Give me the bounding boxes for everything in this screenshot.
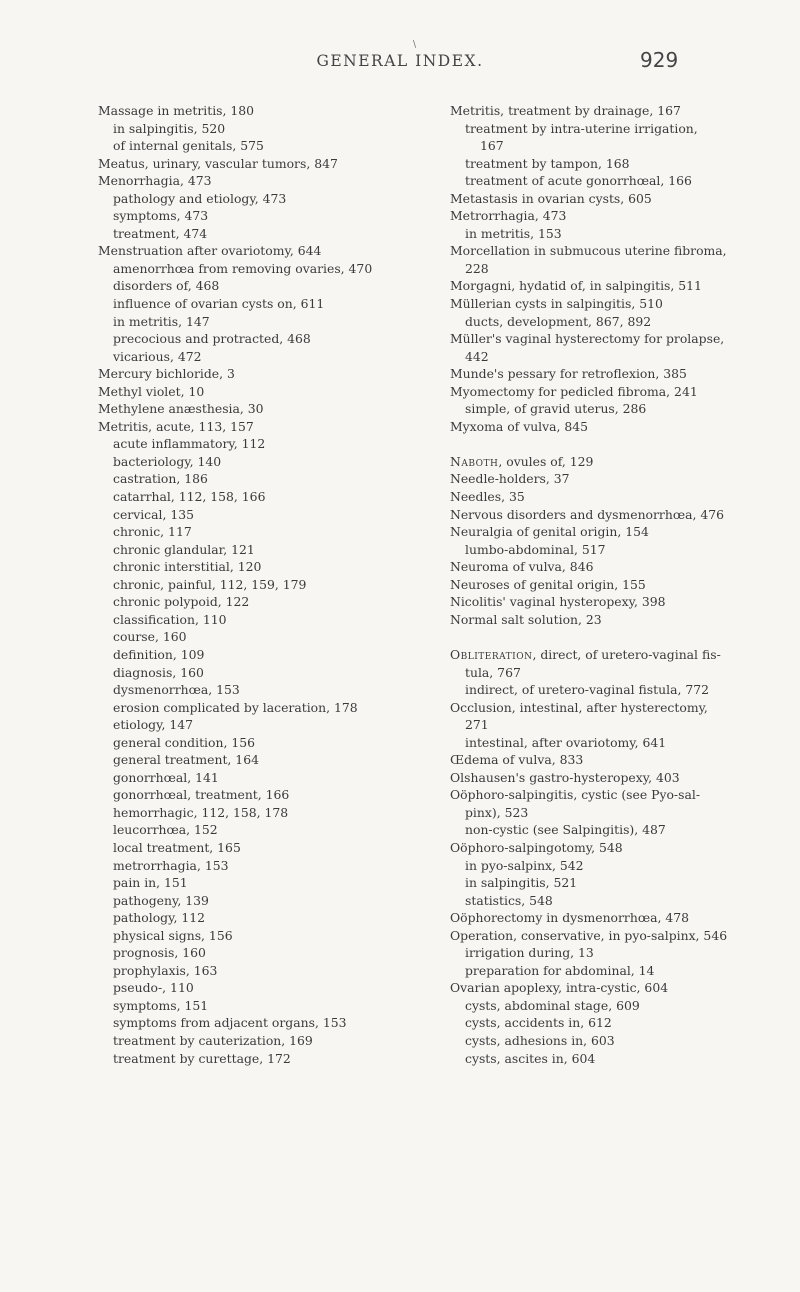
index-subentry: pain in, 151 bbox=[113, 875, 188, 891]
index-subentry: treatment by intra-uterine irrigation, bbox=[465, 120, 698, 136]
index-subentry: local treatment, 165 bbox=[113, 839, 241, 855]
index-subentry: chronic glandular, 121 bbox=[113, 541, 255, 557]
index-entry: Œdema of vulva, 833 bbox=[450, 752, 584, 768]
index-subentry: ducts, development, 867, 892 bbox=[465, 313, 652, 329]
index-subentry: treatment of acute gonorrhœal, 166 bbox=[465, 173, 692, 189]
page-header bbox=[0, 40, 800, 82]
index-entry: Needle-holders, 37 bbox=[450, 471, 570, 487]
index-subentry: gonorrhœal, 141 bbox=[113, 769, 219, 785]
section-gap bbox=[450, 435, 800, 453]
index-entry bbox=[450, 453, 800, 471]
index-subentry: symptoms from adjacent organs, 153 bbox=[113, 1015, 347, 1031]
index-subentry: cysts, accidents in, 612 bbox=[465, 1015, 612, 1031]
index-column-left bbox=[98, 102, 450, 1067]
index-subentry: diagnosis, 160 bbox=[113, 664, 204, 680]
index-entry: Metritis, treatment by drainage, 167 bbox=[450, 103, 681, 118]
entry-keyword: Obliteration bbox=[450, 646, 533, 662]
index-subentry: classification, 110 bbox=[113, 611, 227, 627]
index-entry: Normal salt solution, 23 bbox=[450, 611, 602, 627]
index-entry: Meatus, urinary, vascular tumors, 847 bbox=[98, 155, 338, 171]
index-subentry: 167 bbox=[480, 138, 504, 154]
entry-text: , direct, of uretero-vaginal fis- bbox=[532, 646, 721, 662]
index-subentry: dysmenorrhœa, 153 bbox=[113, 682, 240, 698]
index-entry: Nicolitis' vaginal hysteropexy, 398 bbox=[450, 594, 666, 610]
index-entry: Ovarian apoplexy, intra-cystic, 604 bbox=[450, 980, 669, 996]
index-subentry: 271 bbox=[465, 717, 489, 733]
index-subentry: etiology, 147 bbox=[113, 717, 193, 733]
index-subentry: metrorrhagia, 153 bbox=[113, 857, 229, 873]
index-subentry: in pyo-salpinx, 542 bbox=[465, 857, 584, 873]
index-entry: Morcellation in submucous uterine fibroma, bbox=[450, 243, 727, 259]
index-entry: Müllerian cysts in salpingitis, 510 bbox=[450, 296, 663, 312]
index-subentry: prophylaxis, 163 bbox=[113, 962, 218, 978]
index-subentry: chronic, 117 bbox=[113, 524, 192, 540]
index-subentry: statistics, 548 bbox=[465, 892, 553, 908]
index-subentry: intestinal, after ovariotomy, 641 bbox=[465, 734, 667, 750]
index-subentry: precocious and protracted, 468 bbox=[113, 331, 311, 347]
index-subentry: gonorrhœal, treatment, 166 bbox=[113, 787, 290, 803]
index-entry: Neuralgia of genital origin, 154 bbox=[450, 524, 649, 540]
index-subentry: irrigation during, 13 bbox=[465, 945, 594, 961]
index-subentry: castration, 186 bbox=[113, 471, 208, 487]
index-subentry: tula, 767 bbox=[465, 664, 521, 680]
index-subentry: in metritis, 153 bbox=[465, 225, 562, 241]
index-subentry: influence of ovarian cysts on, 611 bbox=[113, 296, 325, 312]
index-subentry: leucorrhœa, 152 bbox=[113, 822, 218, 838]
index-subentry: in salpingitis, 520 bbox=[113, 120, 226, 136]
index-subentry: vicarious, 472 bbox=[113, 348, 202, 364]
index-subentry: 442 bbox=[465, 348, 489, 364]
index-subentry: treatment by cauterization, 169 bbox=[113, 1032, 313, 1048]
index-subentry: 228 bbox=[465, 260, 489, 276]
index-subentry: non-cystic (see Salpingitis), 487 bbox=[465, 822, 666, 838]
index-entry: Metastasis in ovarian cysts, 605 bbox=[450, 190, 652, 206]
index-entry: Nervous disorders and dysmenorrhœa, 476 bbox=[450, 506, 724, 522]
index-entry: Neuroma of vulva, 846 bbox=[450, 559, 594, 575]
index-entry: Occlusion, intestinal, after hysterectomy, bbox=[450, 699, 708, 715]
index-subentry: cysts, abdominal stage, 609 bbox=[465, 997, 640, 1013]
entry-text: , ovules of, 129 bbox=[498, 453, 594, 469]
index-subentry: symptoms, 473 bbox=[113, 208, 209, 224]
index-subentry: treatment, 474 bbox=[113, 225, 208, 241]
index-subentry: symptoms, 151 bbox=[113, 997, 209, 1013]
index-subentry: pseudo-, 110 bbox=[113, 980, 194, 996]
index-subentry: cysts, ascites in, 604 bbox=[465, 1050, 596, 1066]
index-subentry: pinx), 523 bbox=[465, 804, 529, 820]
page-number: 929 bbox=[640, 48, 679, 72]
index-entry bbox=[450, 646, 800, 664]
index-entry: Müller's vaginal hysterectomy for prolapse, bbox=[450, 331, 725, 347]
index-subentry: of internal genitals, 575 bbox=[113, 138, 264, 154]
index-entry: Menorrhagia, 473 bbox=[98, 173, 212, 189]
index-entry: Metritis, acute, 113, 157 bbox=[98, 418, 254, 434]
index-subentry: in salpingitis, 521 bbox=[465, 875, 578, 891]
index-subentry: cervical, 135 bbox=[113, 506, 194, 522]
index-entry: Morgagni, hydatid of, in salpingitis, 511 bbox=[450, 278, 702, 294]
index-entry: Munde's pessary for retroflexion, 385 bbox=[450, 366, 687, 382]
index-entry: Operation, conservative, in pyo-salpinx, 546 bbox=[450, 927, 728, 943]
index-subentry: preparation for abdominal, 14 bbox=[465, 962, 655, 978]
index-entry: Methyl violet, 10 bbox=[98, 383, 205, 399]
index-entry: Metrorrhagia, 473 bbox=[450, 208, 567, 224]
index-subentry: general treatment, 164 bbox=[113, 752, 259, 768]
index-entry: Oöphorectomy in dysmenorrhœa, 478 bbox=[450, 910, 689, 926]
index-subentry: hemorrhagic, 112, 158, 178 bbox=[113, 804, 289, 820]
index-entry: Myxoma of vulva, 845 bbox=[450, 418, 589, 434]
index-entry: Oöphoro-salpingotomy, 548 bbox=[450, 839, 623, 855]
index-subentry: chronic interstitial, 120 bbox=[113, 559, 262, 575]
index-entry: Massage in metritis, 180 bbox=[98, 103, 255, 118]
index-subentry: acute inflammatory, 112 bbox=[113, 436, 266, 452]
index-subentry: simple, of gravid uterus, 286 bbox=[465, 401, 647, 417]
index-subentry: pathology, 112 bbox=[113, 910, 205, 926]
index-subentry: definition, 109 bbox=[113, 646, 205, 662]
index-column-right bbox=[450, 102, 800, 1067]
index-subentry: general condition, 156 bbox=[113, 734, 255, 750]
index-entry: Mercury bichloride, 3 bbox=[98, 366, 235, 382]
index-subentry: lumbo-abdominal, 517 bbox=[465, 541, 606, 557]
index-subentry: amenorrhœa from removing ovaries, 470 bbox=[113, 260, 373, 276]
section-gap bbox=[450, 628, 800, 646]
index-entry: Methylene anæsthesia, 30 bbox=[98, 401, 264, 417]
entry-keyword: Naboth bbox=[450, 453, 499, 469]
index-subentry: prognosis, 160 bbox=[113, 945, 206, 961]
index-subentry: catarrhal, 112, 158, 166 bbox=[113, 489, 266, 505]
index-entry: Menstruation after ovariotomy, 644 bbox=[98, 243, 322, 259]
page-title: GENERAL INDEX. bbox=[316, 52, 484, 70]
index-entry: Myomectomy for pedicled fibroma, 241 bbox=[450, 383, 698, 399]
index-subentry: in metritis, 147 bbox=[113, 313, 210, 329]
index-subentry: pathology and etiology, 473 bbox=[113, 190, 287, 206]
index-subentry: physical signs, 156 bbox=[113, 927, 233, 943]
index-entry: Needles, 35 bbox=[450, 489, 525, 505]
scan-mark: \ bbox=[413, 40, 417, 50]
index-subentry: course, 160 bbox=[113, 629, 187, 645]
index-subentry: treatment by curettage, 172 bbox=[113, 1050, 291, 1066]
index-subentry: bacteriology, 140 bbox=[113, 453, 222, 469]
index-subentry: chronic polypoid, 122 bbox=[113, 594, 250, 610]
index-subentry: cysts, adhesions in, 603 bbox=[465, 1032, 615, 1048]
index-subentry: pathogeny, 139 bbox=[113, 892, 209, 908]
index-subentry: erosion complicated by laceration, 178 bbox=[113, 699, 358, 715]
index-entry: Olshausen's gastro-hysteropexy, 403 bbox=[450, 769, 680, 785]
index-subentry: chronic, painful, 112, 159, 179 bbox=[113, 576, 307, 592]
index-subentry: treatment by tampon, 168 bbox=[465, 155, 630, 171]
index-entry: Neuroses of genital origin, 155 bbox=[450, 576, 646, 592]
index-subentry: disorders of, 468 bbox=[113, 278, 220, 294]
index-entry: Oöphoro-salpingitis, cystic (see Pyo-sal- bbox=[450, 787, 701, 803]
index-subentry: indirect, of uretero-vaginal fistula, 772 bbox=[465, 682, 710, 698]
